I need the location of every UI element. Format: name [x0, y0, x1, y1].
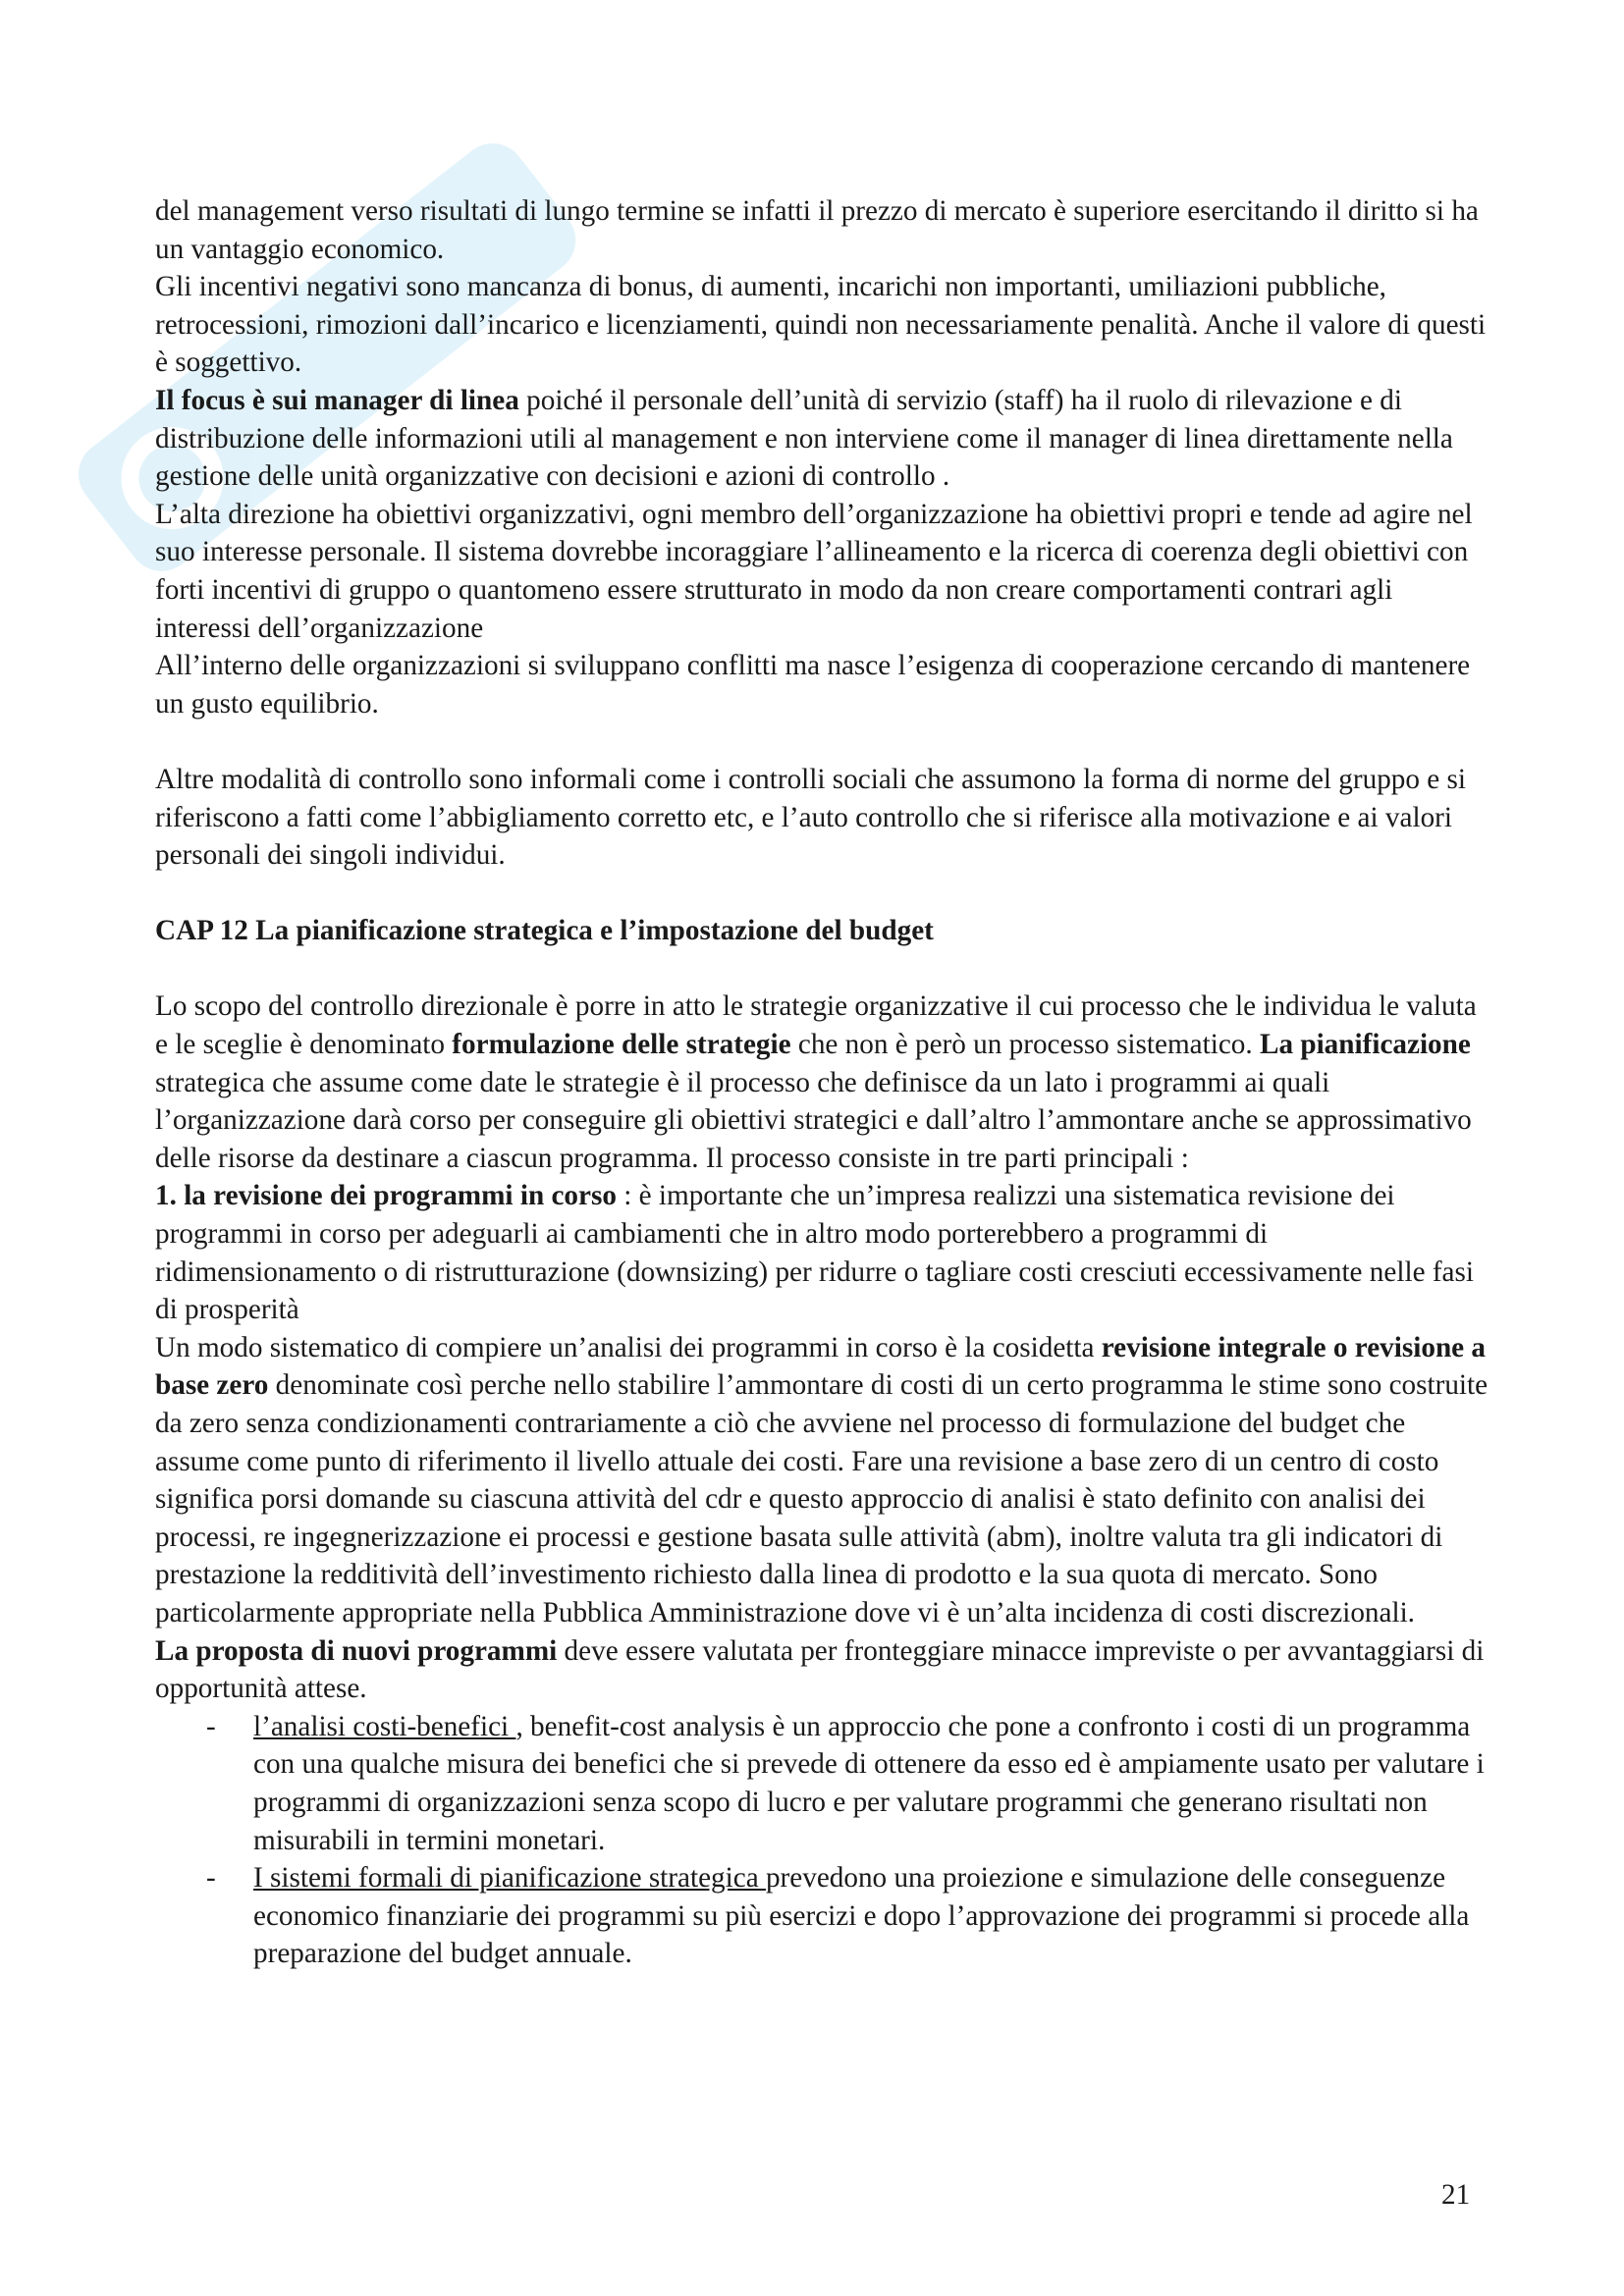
paragraph-text: All’interno delle organizzazioni si sviluppano conflitti ma nasce l’esigenza di cooperazione cercando di mantenere un gusto equilibrio. [155, 650, 1471, 720]
paragraph-informal-controls [155, 761, 1490, 875]
bold-term: formulazione delle strategie [452, 1029, 791, 1061]
list-item-text: prevedono una proiezione e simulazione delle conseguenze economico finanziarie dei programmi su più esercizi e dopo l’approvazione dei programmi si procede alla preparazione del budget annuale. [253, 1862, 1470, 1970]
paragraph-text: del management verso risultati di lungo termine se infatti il prezzo di mercato è superiore esercitando il diritto si ha un vantaggio economico. [155, 195, 1479, 265]
bold-term: 1. la revisione dei programmi in corso [155, 1180, 617, 1212]
paragraph-spacer [155, 875, 1490, 913]
bullet-list [155, 1708, 1490, 1973]
paragraph-new-programs [155, 1632, 1490, 1708]
paragraph-strategic-planning [155, 988, 1490, 1177]
paragraph-negative-incentives [155, 268, 1490, 382]
underlined-term: l’analisi costi-benefici [253, 1710, 516, 1742]
paragraph-conflicts [155, 647, 1490, 722]
bold-term: La pianificazione [1259, 1029, 1471, 1061]
paragraph-text: Lo scopo del controllo direzionale è porre in atto le strategie organizzative il cui processo che le individua le valuta e le sceglie è denominato [155, 990, 1477, 1061]
paragraph-text: poiché il personale dell’unità di servizio (staff) ha il ruolo di rilevazione e di distribuzione delle informazioni utili al management e non interviene come il manager di linea direttamente nella gestione delle unità organizzative con decisioni e azioni di controllo . [155, 384, 1453, 493]
bold-term: Il focus è sui manager di linea [155, 384, 519, 416]
list-item [155, 1708, 1490, 1859]
paragraph-text: Gli incentivi negativi sono mancanza di bonus, di aumenti, incarichi non importanti, umiliazioni pubbliche, retrocessioni, rimozioni dall’incarico e licenziamenti, quindi non necessariamente penalità. Anche il valore di questi è soggettivo. [155, 271, 1487, 379]
paragraph-goal-alignment [155, 496, 1490, 647]
paragraph-spacer [155, 950, 1490, 988]
paragraph-management-long-term [155, 192, 1490, 268]
chapter-heading: CAP 12 La pianificazione strategica e l’impostazione del budget [155, 915, 934, 947]
paragraph-text: Altre modalità di controllo sono informali come i controlli sociali che assumono la forma di norme del gruppo e si riferiscono a fatti come l’abbigliamento corretto etc, e l’auto controllo che si riferisce alla motivazione e ai valori personali dei singoli individui. [155, 763, 1467, 872]
paragraph-text: che non è però un processo sistematico. [790, 1029, 1260, 1061]
bullet-dash: - [206, 1862, 216, 1895]
paragraph-zero-base-review [155, 1329, 1490, 1632]
paragraph-spacer [155, 722, 1490, 761]
paragraph-text: L’alta direzione ha obiettivi organizzativi, ogni membro dell’organizzazione ha obiettivi propri e tende ad agire nel suo interesse personale. Il sistema dovrebbe incoraggiare l’allineamento e la ricerca di coerenza degli obiettivi con forti incentivi di gruppo o quantomeno essere strutturato in modo da non creare comportamenti contrari agli interessi dell’organizzazione [155, 498, 1473, 644]
page-number: 21 [1441, 2179, 1471, 2211]
paragraph-program-review [155, 1177, 1490, 1328]
list-item-text: , benefit-cost analysis è un approccio che pone a confronto i costi di un programma con una qualche misura dei benefici che si prevede di ottenere da esso ed è ampiamente usato per valutare i programmi di organizzazioni senza scopo di lucro e per valutare programmi che generano risultati non misurabili in termini monetari. [253, 1710, 1485, 1856]
bold-term: La proposta di nuovi programmi [155, 1634, 558, 1667]
paragraph-text: denominate così perche nello stabilire l’ammontare di costi di un certo programma le stime sono costruite da zero senza condizionamenti contrariamente a ciò che avviene nel processo di formulazione del budget che assume come punto di riferimento il livello attuale dei costi. Fare una revisione a base zero di un centro di costo significa porsi domande su ciascuna attività del cdr e questo approccio di analisi è stato definito con analisi dei processi, re ingegnerizzazione ei processi e gestione basata sulle attività (abm), inoltre valuta tra gli indicatori di prestazione la redditività dell’investimento richiesto dalla linea di prodotto e la sua quota di mercato. Sono particolarmente appropriate nella Pubblica Amministrazione dove vi è un’alta incidenza di costi discrezionali. [155, 1369, 1489, 1629]
paragraph-text: Un modo sistematico di compiere un’analisi dei programmi in corso è la cosidetta [155, 1331, 1102, 1363]
paragraph-text: : è importante che un’impresa realizzi una sistematica revisione dei programmi in corso per adeguarli ai cambiamenti che in altro modo porterebbero a programmi di ridimensionamento o di ristrutturazione (downsizing) per ridurre o tagliare costi cresciuti eccessivamente nelle fasi di prosperità [155, 1180, 1474, 1326]
paragraph-text: deve essere valutata per fronteggiare minacce impreviste o per avvantaggiarsi di opportunità attese. [155, 1634, 1485, 1705]
paragraph-line-managers [155, 382, 1490, 496]
underlined-term: I sistemi formali di pianificazione strategica [253, 1862, 766, 1895]
bullet-dash: - [206, 1710, 216, 1742]
list-item [155, 1859, 1490, 1973]
document-page [155, 192, 1490, 1973]
paragraph-text: strategica che assume come date le strategie è il processo che definisce da un lato i programmi ai quali l’organizzazione darà corso per conseguire gli obiettivi strategici e dall’altro l’ammontare anche se approssimativo delle risorse da destinare a ciascun programma. Il processo consiste in tre parti principali : [155, 1066, 1472, 1174]
bold-term: revisione integrale o revisione a base zero [155, 1331, 1487, 1402]
